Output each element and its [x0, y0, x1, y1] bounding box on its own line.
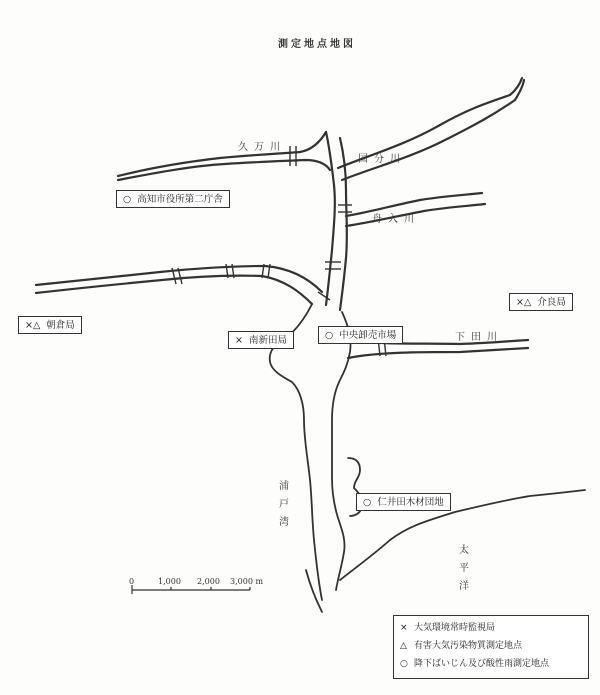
pacific-ocean-label: 太平洋 [456, 544, 468, 598]
station-kera [509, 293, 573, 311]
shimoda-river-south-bank [348, 348, 528, 358]
scale-tick-2000: 2,000 [197, 577, 220, 586]
legend-label: 大気環境常時監視局 [414, 623, 496, 633]
map-legend [393, 615, 589, 679]
station-name: 南新田局 [248, 335, 287, 346]
main-river-west-bank [326, 132, 335, 305]
scale-bar [129, 577, 263, 594]
kuma-river-label: 久万川 [238, 142, 286, 153]
legend-row-dust-acid-rain [400, 655, 582, 673]
cross-icon: × [400, 623, 408, 633]
bridges [172, 146, 386, 356]
circle-icon: ○ [123, 194, 132, 205]
scale-tick-0: 0 [129, 577, 135, 586]
station-central-wholesale-market [318, 326, 403, 344]
legend-label: 降下ばいじん及び酸性雨測定地点 [414, 659, 550, 669]
shimoda-river-label: 下田川 [455, 332, 503, 343]
funairi-river-label: 舟入川 [372, 214, 420, 225]
circle-icon: ○ [325, 330, 334, 341]
station-name: 中央卸売市場 [339, 330, 397, 341]
circle-icon: ○ [400, 659, 408, 669]
station-name: 高知市役所第二庁舎 [137, 194, 223, 205]
legend-row-monitoring-station [400, 619, 582, 637]
circle-icon: ○ [363, 497, 372, 508]
legend-row-hazardous-pollutant [400, 637, 582, 655]
legend-label: 有害大気汚染物質測定地点 [414, 641, 523, 651]
station-niida-lumber-complex [356, 493, 451, 511]
triangle-icon: △ [400, 641, 407, 651]
cross-icon: × [235, 335, 243, 346]
kuma-river-north-bank [118, 132, 326, 176]
station-kochi-city-hall [116, 190, 230, 208]
cross-triangle-icon: ×△ [25, 320, 41, 331]
cross-triangle-icon: ×△ [516, 297, 532, 308]
kokubu-river-label: 国分川 [358, 154, 406, 165]
station-minami-shinden [228, 331, 294, 349]
kuma-river-south-bank [118, 160, 330, 180]
urado-bay-label: 浦戸湾 [276, 480, 288, 534]
scale-tick-1000: 1,000 [158, 577, 181, 586]
station-asakura [18, 316, 82, 334]
station-name: 介良局 [537, 297, 566, 308]
station-name: 仁井田木材団地 [377, 497, 444, 508]
bay-east-shore [332, 312, 351, 590]
scale-tick-3000: 3,000 m [230, 577, 264, 586]
station-name: 朝倉局 [46, 320, 75, 331]
map-title: 測定地点地図 [278, 39, 356, 50]
